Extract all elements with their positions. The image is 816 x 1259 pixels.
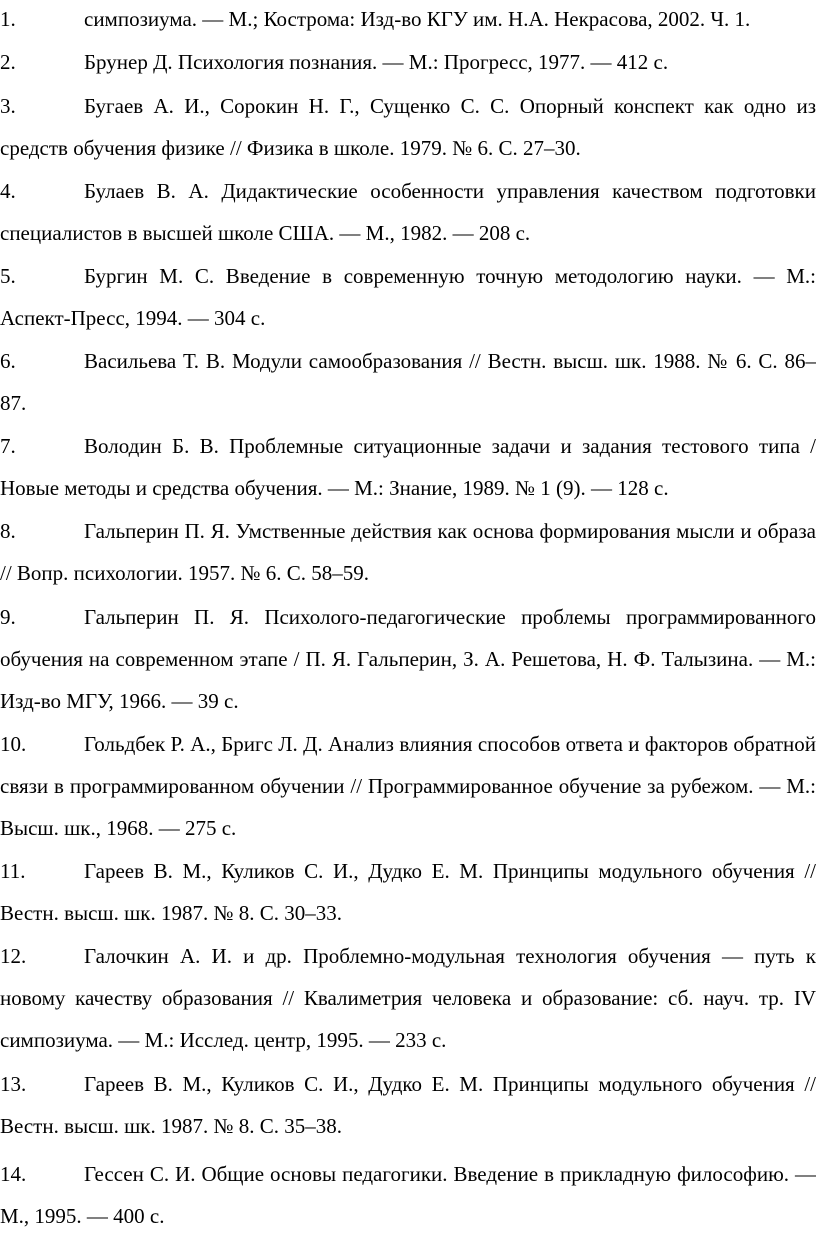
reference-number: 11. xyxy=(0,859,26,883)
reference-text: симпозиума. — М.; Кострома: Изд-во КГУ им. Н.А. Некрасова, 2002. Ч. 1. xyxy=(84,7,751,31)
reference-text: Булаев В. А. Дидактические особенности управления качеством подготовки специалистов в высшей школе США. — М., 1982. — 208 с. xyxy=(0,179,816,245)
reference-entry-9 xyxy=(0,596,816,722)
reference-entry-2 xyxy=(0,41,816,83)
reference-number: 5. xyxy=(0,264,16,288)
reference-number: 9. xyxy=(0,605,16,629)
reference-text: Гареев В. М., Куликов С. И., Дудко Е. М. Принципы модульного обучения // Вестн. высш. шк. 1987. № 8. С. 35–38. xyxy=(0,1072,816,1138)
reference-text: Володин Б. В. Проблемные ситуационные задачи и задания тестового типа / Новые методы и средства обучения. — М.: Знание, 1989. № 1 (9). — 128 с. xyxy=(0,434,816,500)
reference-number: 13. xyxy=(0,1072,27,1096)
reference-number: 14. xyxy=(0,1162,27,1186)
reference-number: 2. xyxy=(0,50,16,74)
reference-number: 12. xyxy=(0,944,27,968)
reference-entry-1 xyxy=(0,0,816,40)
reference-entry-7 xyxy=(0,425,816,509)
reference-entry-13 xyxy=(0,1063,816,1147)
reference-entry-11 xyxy=(0,850,816,934)
reference-number: 6. xyxy=(0,349,16,373)
reference-entry-6 xyxy=(0,340,816,424)
reference-text: Гальперин П. Я. Умственные действия как основа формирования мысли и образа // Вопр. психологии. 1957. № 6. С. 58–59. xyxy=(0,519,816,585)
reference-number: 7. xyxy=(0,434,16,458)
reference-entry-12 xyxy=(0,935,816,1061)
reference-entry-4 xyxy=(0,170,816,254)
reference-entry-10 xyxy=(0,723,816,849)
reference-number: 4. xyxy=(0,179,16,203)
reference-text: Гольдбек Р. А., Бригс Л. Д. Анализ влияния способов ответа и факторов обратной связи в программированном обучении // Программированное обучение за рубежом. — М.: Высш. шк., 1968. — 275 с. xyxy=(0,732,816,840)
reference-text: Гессен С. И. Общие основы педагогики. Введение в прикладную философию. — М., 1995. — 400 с. xyxy=(0,1162,816,1228)
reference-text: Брунер Д. Психология познания. — М.: Прогресс, 1977. — 412 с. xyxy=(84,50,669,74)
reference-entry-14 xyxy=(0,1153,816,1237)
reference-text: Васильева Т. В. Модули самообразования // Вестн. высш. шк. 1988. № 6. С. 86–87. xyxy=(0,349,816,415)
reference-text: Бугаев А. И., Сорокин Н. Г., Сущенко С. С. Опорный конспект как одно из средств обучения физике // Физика в школе. 1979. № 6. С. 27–30. xyxy=(0,94,816,160)
reference-text: Галочкин А. И. и др. Проблемно-модульная технология обучения — путь к новому качеству образования // Квалиметрия человека и образование: сб. науч. тр. IV симпозиума. — М.: Исслед. центр, 1995. — 233 с. xyxy=(0,944,816,1052)
reference-number: 1. xyxy=(0,7,16,31)
reference-number: 8. xyxy=(0,519,16,543)
reference-entry-8 xyxy=(0,510,816,594)
reference-entry-3 xyxy=(0,85,816,169)
reference-number: 3. xyxy=(0,94,16,118)
reference-entry-5 xyxy=(0,255,816,339)
reference-text: Бургин М. С. Введение в современную точную методологию науки. — М.: Аспект-Пресс, 1994. — 304 с. xyxy=(0,264,816,330)
reference-text: Гареев В. М., Куликов С. И., Дудко Е. М. Принципы модульного обучения // Вестн. высш. шк. 1987. № 8. С. 30–33. xyxy=(0,859,816,925)
reference-number: 10. xyxy=(0,732,27,756)
reference-text: Гальперин П. Я. Психолого-педагогические проблемы программированного обучения на современном этапе / П. Я. Гальперин, З. А. Решетова, Н. Ф. Талызина. — М.: Изд-во МГУ, 1966. — 39 с. xyxy=(0,605,816,713)
